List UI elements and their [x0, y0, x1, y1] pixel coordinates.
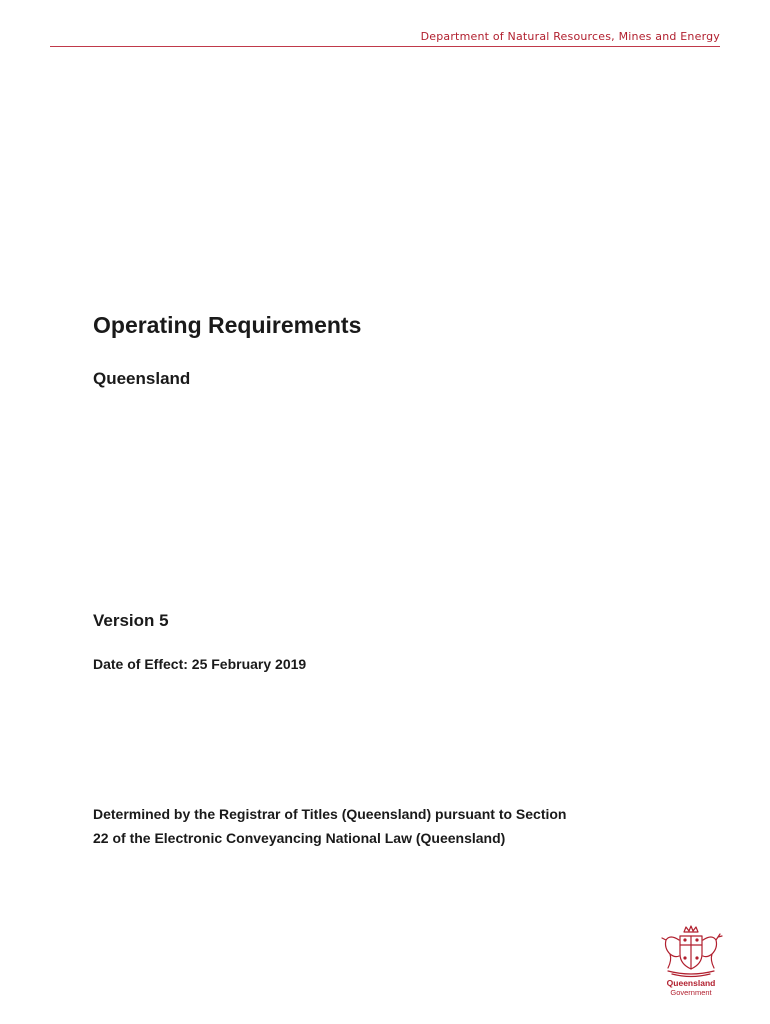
- document-version: Version 5: [93, 611, 169, 630]
- header-divider: [50, 46, 720, 47]
- coat-of-arms-icon: [656, 924, 726, 978]
- document-title: Operating Requirements: [93, 312, 362, 338]
- logo-text-queensland: Queensland: [666, 978, 716, 988]
- determination-line-1: Determined by the Registrar of Titles (Queensland) pursuant to Section: [93, 806, 567, 822]
- document-subtitle: Queensland: [93, 369, 191, 388]
- determination-statement: [93, 802, 566, 850]
- department-name: Department of Natural Resources, Mines and Energy: [420, 30, 720, 43]
- determination-line-2: 22 of the Electronic Conveyancing National Law (Queensland): [93, 830, 506, 846]
- logo-text-government: Government: [670, 988, 712, 997]
- date-of-effect: Date of Effect: 25 February 2019: [93, 656, 307, 672]
- queensland-government-logo: [656, 924, 726, 1000]
